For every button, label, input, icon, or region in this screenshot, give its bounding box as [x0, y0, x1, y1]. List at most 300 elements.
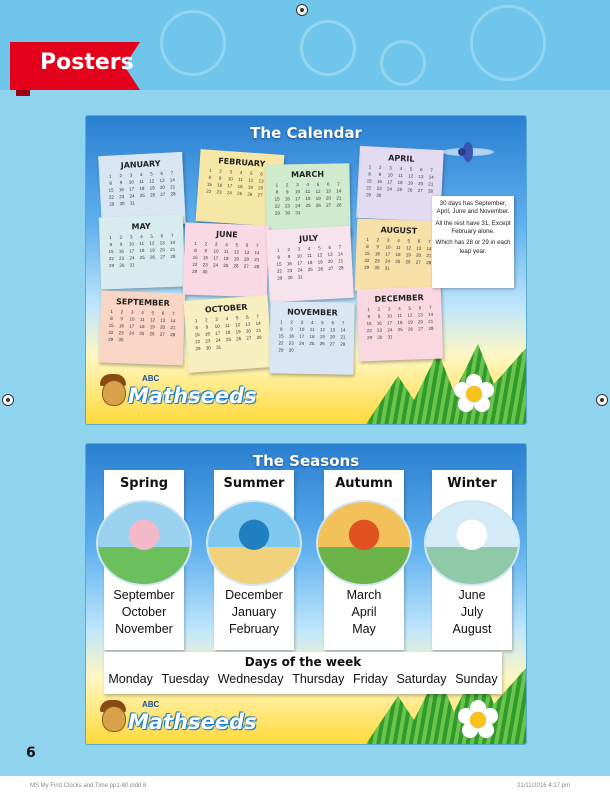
month-card-july: [266, 226, 354, 302]
dragonfly-icon: [438, 134, 498, 170]
day-number: 11: [397, 172, 403, 179]
day-number: 15: [108, 248, 114, 255]
autumn-tree-icon: [316, 500, 412, 586]
day-number: 19: [407, 180, 413, 186]
day-number: 21: [170, 246, 176, 253]
day-number: 18: [223, 255, 229, 262]
day-number: 4: [310, 319, 314, 326]
season-name: Summer: [223, 476, 285, 491]
day-number: 31: [297, 274, 303, 280]
day-number: 1: [110, 308, 114, 314]
day-number: 15: [366, 320, 372, 327]
day-of-week: Friday: [353, 672, 388, 686]
day-number: 24: [212, 262, 219, 268]
day-number: 23: [374, 258, 380, 264]
day-number: 26: [235, 336, 242, 342]
rhyme-line: All the rest have 31, Except February alone.: [435, 219, 511, 236]
day-number: 7: [428, 304, 432, 310]
day-number: 21: [254, 256, 260, 263]
day-number: 15: [364, 250, 370, 257]
day-number: 26: [149, 254, 156, 260]
day-number: 23: [119, 193, 125, 200]
day-of-week: Saturday: [396, 672, 447, 686]
acorn-mascot-icon: [102, 380, 126, 406]
month-card-december: [357, 287, 443, 362]
day-number: 25: [225, 336, 232, 343]
day-number: 25: [397, 326, 403, 333]
day-number: 12: [248, 177, 254, 183]
day-number: 17: [129, 248, 135, 254]
day-number: 17: [227, 183, 233, 189]
day-number: 14: [254, 249, 260, 256]
day-number: 26: [407, 187, 413, 193]
day-number: 25: [309, 340, 315, 347]
day-number: 23: [216, 189, 222, 195]
day-number: 3: [215, 316, 219, 322]
month-days: [363, 305, 436, 340]
day-number: 27: [160, 254, 166, 260]
day-number: 10: [294, 189, 301, 195]
day-number: 7: [170, 232, 174, 238]
day-number: 9: [290, 326, 293, 332]
day-number: 22: [108, 329, 114, 336]
day-number: 1: [275, 182, 279, 188]
season-month: September: [113, 588, 175, 602]
day-number: 3: [129, 234, 133, 240]
day-number: 19: [405, 252, 411, 258]
day-number: 22: [278, 340, 284, 346]
logo-abc: ABC: [142, 374, 160, 383]
calendar-title: The Calendar: [250, 124, 362, 142]
day-number: 10: [129, 316, 135, 322]
day-number: 16: [202, 255, 209, 261]
logo-abc: ABC: [142, 700, 160, 709]
day-number: 15: [108, 187, 114, 193]
day-number: 29: [195, 345, 201, 352]
day-number: 30: [205, 345, 212, 351]
day-number: 2: [285, 182, 289, 188]
day-number: 18: [395, 251, 401, 258]
day-number: 13: [416, 245, 422, 251]
day-number: 5: [150, 233, 154, 239]
day-number: 27: [328, 265, 334, 272]
day-number: 23: [118, 330, 124, 336]
day-number: 16: [118, 248, 124, 254]
day-number: 3: [386, 237, 390, 243]
day-number: 4: [307, 245, 311, 252]
day-number: 12: [319, 327, 325, 333]
day-number: 29: [366, 334, 373, 341]
month-days: [105, 309, 178, 344]
day-number: 10: [386, 313, 392, 319]
day-number: 3: [387, 306, 391, 312]
day-number: 9: [204, 248, 208, 254]
day-number: 5: [321, 320, 324, 326]
month-days: [273, 244, 347, 281]
day-number: 23: [202, 262, 208, 268]
day-number: 19: [235, 329, 241, 335]
day-number: 23: [284, 203, 291, 209]
day-number: 24: [129, 193, 135, 199]
day-number: 4: [140, 233, 143, 240]
day-number: 3: [389, 165, 392, 171]
day-number: 18: [305, 195, 311, 202]
day-number: 21: [338, 258, 344, 264]
month-days: [189, 241, 262, 276]
day-number: 7: [172, 311, 175, 317]
day-number: 14: [170, 317, 176, 324]
day-number: 31: [215, 344, 222, 350]
month-name: MARCH: [291, 169, 325, 180]
day-number: 30: [377, 334, 383, 340]
day-number: 18: [139, 185, 145, 192]
day-number: 11: [307, 252, 313, 259]
day-number: 20: [257, 185, 264, 191]
day-number: 1: [109, 235, 112, 241]
day-number: 11: [139, 240, 145, 247]
day-number: 31: [387, 334, 393, 340]
day-number: 30: [119, 262, 125, 268]
day-number: 3: [129, 172, 133, 178]
season-card-winter: [432, 470, 512, 650]
season-name: Winter: [447, 476, 497, 491]
day-number: 24: [129, 255, 135, 261]
month-card-november: [269, 301, 354, 374]
day-number: 1: [276, 247, 280, 253]
month-name: JANUARY: [120, 158, 161, 171]
day-number: 28: [340, 341, 346, 347]
rhyme-line: Which has 28 or 29 in each leap year.: [435, 239, 511, 255]
day-number: 2: [378, 164, 382, 171]
day-number: 30: [288, 347, 294, 353]
day-number: 15: [194, 331, 200, 338]
day-number: 9: [287, 254, 291, 260]
month-name: JULY: [298, 233, 319, 244]
day-number: 16: [374, 251, 381, 257]
day-number: 8: [110, 315, 113, 321]
day-number: 22: [364, 257, 370, 264]
day-number: 17: [387, 320, 393, 326]
day-number: 24: [215, 337, 221, 343]
day-number: 1: [194, 240, 198, 246]
calendar-poster: [86, 116, 526, 424]
day-number: 2: [119, 173, 123, 179]
day-number: 12: [233, 249, 240, 255]
day-number: 9: [376, 244, 380, 250]
day-number: 23: [119, 255, 125, 261]
day-number: 12: [149, 178, 155, 184]
day-number: 3: [229, 169, 233, 175]
day-number: 9: [377, 313, 381, 319]
day-number: 1: [366, 236, 370, 242]
day-number: 21: [170, 184, 176, 190]
day-number: 3: [214, 241, 218, 247]
season-card-autumn: [324, 470, 404, 650]
season-month: February: [228, 622, 280, 636]
day-number: 2: [290, 319, 293, 325]
day-number: 14: [169, 239, 176, 246]
month-days: [276, 319, 349, 353]
month-card-may: [99, 215, 185, 290]
day-number: 30: [287, 274, 293, 281]
day-number: 1: [368, 164, 372, 170]
day-number: 28: [254, 263, 260, 270]
day-number: 26: [149, 192, 156, 198]
month-name: FEBRUARY: [217, 156, 266, 169]
day-number: 21: [340, 334, 346, 340]
day-number: 14: [336, 188, 342, 194]
season-month: July: [460, 605, 484, 619]
day-number: 9: [285, 189, 289, 195]
day-number: 7: [337, 181, 340, 187]
day-number: 6: [417, 238, 421, 244]
month-name: DECEMBER: [374, 293, 424, 304]
day-number: 2: [204, 317, 208, 323]
day-of-week: Wednesday: [217, 672, 284, 686]
day-number: 17: [128, 186, 135, 192]
day-number: 22: [108, 255, 114, 262]
month-name: NOVEMBER: [287, 307, 338, 318]
month-name: OCTOBER: [204, 302, 248, 315]
day-number: 21: [336, 195, 342, 201]
month-days: [361, 237, 434, 272]
day-number: 1: [208, 167, 212, 173]
day-number: 11: [397, 312, 403, 319]
season-month: October: [121, 605, 167, 619]
section-label: Posters: [40, 50, 134, 75]
day-number: 5: [409, 166, 413, 172]
month-days: [105, 233, 178, 268]
day-number: 29: [274, 210, 280, 216]
day-number: 31: [384, 265, 390, 271]
day-number: 27: [243, 263, 249, 269]
footer-file: MS My First Clocks and Time pp1-80.indd 6: [30, 783, 147, 789]
day-number: 27: [415, 259, 421, 265]
print-footer: [0, 776, 610, 800]
day-number: 28: [170, 253, 176, 260]
day-number: 22: [366, 327, 372, 334]
month-name: SEPTEMBER: [115, 297, 170, 308]
day-number: 8: [195, 325, 199, 331]
day-number: 18: [139, 323, 145, 330]
day-number: 5: [235, 315, 239, 321]
day-number: 17: [296, 260, 303, 266]
day-number: 2: [204, 241, 208, 247]
day-number: 19: [149, 247, 155, 253]
day-number: 14: [337, 251, 343, 257]
registration-mark-left: [2, 394, 14, 406]
day-number: 21: [255, 327, 262, 334]
day-number: 26: [317, 266, 324, 272]
day-number: 29: [109, 201, 115, 207]
day-number: 4: [239, 169, 243, 176]
day-number: 17: [129, 323, 135, 329]
day-number: 2: [119, 234, 123, 240]
day-number: 10: [296, 253, 302, 259]
day-number: 20: [417, 180, 424, 187]
day-number: 18: [309, 333, 315, 340]
day-number: 19: [247, 184, 254, 190]
day-number: 8: [208, 174, 212, 180]
day-number: 8: [366, 243, 369, 249]
day-number: 10: [128, 179, 134, 185]
day-number: 16: [376, 178, 383, 185]
day-number: 21: [170, 324, 176, 331]
day-number: 20: [330, 334, 336, 340]
day-number: 25: [307, 266, 313, 273]
month-card-september: [99, 291, 185, 366]
day-number: 11: [224, 322, 230, 329]
day-number: 20: [160, 324, 166, 330]
day-number: 11: [305, 188, 311, 195]
days-heading: Days of the week: [244, 655, 362, 669]
day-number: 26: [315, 202, 321, 208]
day-number: 26: [247, 191, 253, 197]
day-number: 18: [225, 329, 231, 336]
day-number: 26: [319, 341, 325, 347]
day-number: 16: [118, 323, 125, 329]
day-number: 22: [366, 185, 372, 191]
day-of-week: Sunday: [455, 672, 498, 686]
day-number: 28: [427, 188, 434, 194]
month-card-august: [355, 219, 441, 294]
day-number: 8: [277, 254, 281, 260]
day-number: 22: [108, 194, 115, 200]
month-card-june: [183, 223, 269, 298]
day-number: 25: [139, 330, 145, 337]
day-number: 13: [258, 178, 264, 184]
seasons-title: The Seasons: [252, 452, 360, 470]
day-number: 20: [159, 247, 166, 253]
day-number: 6: [161, 310, 165, 316]
day-number: 15: [192, 254, 198, 261]
day-number: 8: [109, 242, 113, 248]
day-number: 20: [245, 328, 252, 334]
day-number: 30: [202, 269, 208, 275]
day-number: 2: [219, 168, 222, 174]
day-number: 25: [236, 190, 243, 197]
day-number: 10: [387, 172, 393, 178]
day-number: 10: [299, 326, 305, 332]
season-month: May: [352, 622, 376, 636]
day-number: 20: [416, 252, 422, 258]
day-number: 24: [386, 186, 393, 192]
day-number: 1: [367, 307, 370, 313]
day-number: 14: [427, 311, 434, 318]
day-number: 4: [225, 315, 229, 322]
day-number: 10: [128, 241, 134, 247]
day-number: 7: [428, 239, 431, 245]
day-number: 6: [160, 233, 164, 239]
day-number: 12: [407, 312, 413, 318]
beach-palm-icon: [206, 500, 302, 586]
day-number: 13: [160, 317, 166, 323]
day-number: 16: [118, 186, 124, 193]
day-number: 29: [277, 275, 283, 281]
day-number: 23: [288, 340, 294, 346]
day-number: 11: [139, 178, 145, 185]
day-number: 24: [226, 190, 233, 196]
day-number: 25: [397, 186, 403, 193]
day-number: 3: [130, 309, 134, 315]
day-number: 8: [367, 314, 371, 320]
day-number: 2: [377, 306, 381, 312]
season-card-summer: [214, 470, 294, 650]
day-number: 31: [129, 262, 135, 268]
day-number: 3: [300, 319, 304, 325]
day-number: 12: [408, 173, 414, 179]
day-number: 25: [139, 192, 145, 199]
day-number: 17: [387, 179, 393, 185]
day-number: 10: [385, 244, 391, 250]
day-number: 18: [237, 183, 243, 190]
registration-mark-right: [596, 394, 608, 406]
day-number: 22: [206, 188, 212, 195]
day-number: 13: [325, 188, 331, 194]
day-number: 18: [397, 319, 403, 326]
day-number: 7: [256, 313, 260, 319]
day-number: 31: [295, 210, 301, 216]
day-number: 10: [214, 323, 220, 329]
day-number: 6: [326, 181, 330, 187]
day-number: 12: [405, 245, 412, 251]
day-number: 4: [306, 181, 310, 188]
day-number: 27: [418, 326, 424, 332]
day-number: 5: [249, 170, 253, 176]
day-number: 27: [417, 187, 423, 194]
acorn-mascot-icon: [102, 706, 126, 732]
day-number: 28: [426, 259, 432, 266]
day-number: 8: [194, 247, 197, 253]
day-number: 24: [295, 203, 301, 209]
day-number: 19: [407, 319, 413, 325]
day-number: 16: [204, 331, 211, 337]
day-number: 24: [384, 258, 391, 264]
day-number: 22: [274, 203, 280, 209]
day-of-week: Tuesday: [161, 672, 210, 686]
month-name: APRIL: [387, 153, 415, 164]
day-number: 1: [194, 318, 198, 324]
day-number: 9: [218, 175, 222, 181]
season-month: December: [225, 588, 283, 602]
month-days: [191, 314, 265, 352]
day-number: 5: [316, 181, 320, 187]
daisy-icon: [454, 374, 494, 414]
day-number: 11: [238, 176, 244, 183]
season-name: Autumn: [335, 476, 393, 491]
day-number: 15: [366, 178, 372, 184]
day-number: 19: [149, 324, 155, 330]
day-number: 25: [139, 254, 145, 261]
day-number: 27: [326, 202, 332, 208]
footer-date: 21/11/2016 4:17 pm: [517, 783, 570, 789]
day-number: 14: [428, 174, 434, 180]
day-number: 7: [170, 170, 174, 176]
day-number: 14: [426, 245, 432, 252]
day-number: 12: [317, 252, 323, 258]
day-number: 7: [341, 320, 345, 326]
day-number: 11: [309, 326, 315, 333]
season-month: August: [452, 622, 492, 636]
daisy-icon: [458, 700, 498, 740]
day-number: 5: [407, 238, 411, 244]
day-number: 7: [430, 167, 433, 173]
day-number: 4: [398, 305, 401, 312]
day-number: 22: [192, 261, 198, 268]
season-month: June: [458, 588, 486, 602]
day-number: 5: [318, 245, 321, 251]
day-number: 28: [170, 331, 176, 338]
